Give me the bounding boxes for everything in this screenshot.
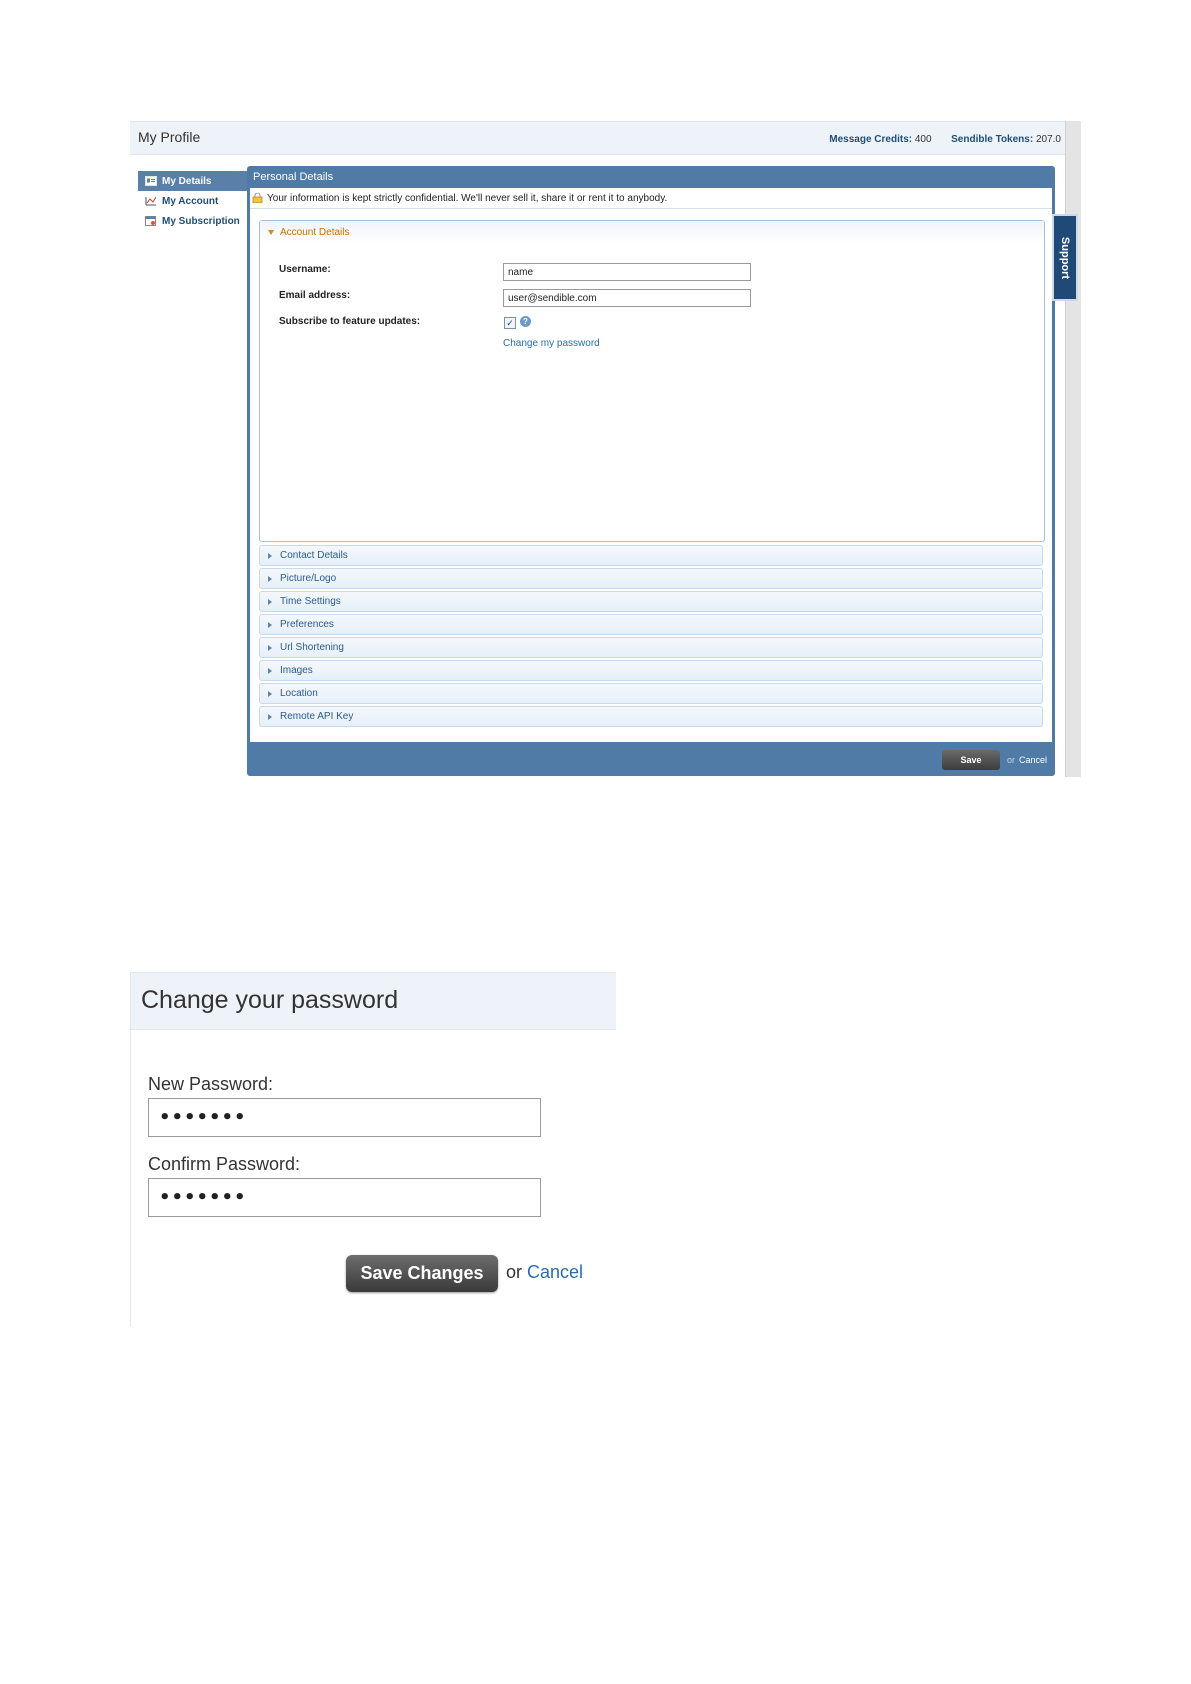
sidebar-item-label: My Subscription [162,215,240,227]
collapsed-arrow-icon [268,599,272,605]
section-label: Images [280,665,313,676]
username-label: Username: [279,264,331,275]
sidebar-item-my-details[interactable] [138,171,252,191]
section-preferences[interactable] [259,614,1043,635]
collapsed-arrow-icon [268,714,272,720]
change-password-link[interactable]: Change my password [503,338,600,349]
section-label: Picture/Logo [280,573,337,584]
sidebar-item-my-subscription[interactable] [138,211,252,231]
new-password-input[interactable]: ••••••• [148,1098,541,1137]
sidebar-item-label: My Account [162,195,219,207]
cancel-link[interactable]: Cancel [527,1262,584,1282]
save-changes-button[interactable]: Save Changes [346,1255,498,1292]
expanded-arrow-icon [268,230,274,235]
calendar-icon [145,216,157,226]
confirm-password-input[interactable]: ••••••• [148,1178,541,1217]
help-icon[interactable]: ? [520,316,531,327]
section-url-shortening[interactable] [259,637,1043,658]
section-contact-details[interactable] [259,545,1043,566]
sendible-tokens-value: 207.0 [1035,134,1061,145]
privacy-notice [250,188,1052,209]
section-label: Remote API Key [280,711,354,722]
sidebar-item-my-account[interactable] [138,191,252,211]
profile-sidebar [138,171,252,231]
credits-info [829,134,1061,145]
subscribe-checkbox[interactable]: ✓ [504,317,516,329]
privacy-notice-text: Your information is kept strictly confidential. We'll never sell it, share it or rent it to anybody. [267,192,668,204]
chart-icon [145,196,157,206]
sendible-tokens-label: Sendible Tokens: [951,134,1034,145]
personal-details-panel [247,166,1055,776]
collapsed-arrow-icon [268,645,272,651]
panel-title: Personal Details [253,171,334,183]
message-credits-value: 400 [914,134,932,145]
page-title: My Profile [138,129,201,145]
section-label: Time Settings [280,596,341,607]
account-details-header[interactable] [260,221,1044,243]
panel-body [250,188,1052,742]
collapsed-arrow-icon [268,622,272,628]
collapsed-arrow-icon [268,668,272,674]
support-label: Support [1059,236,1072,279]
page-title: Change your password [141,986,399,1014]
support-tab[interactable] [1052,214,1078,301]
my-profile-screenshot [130,121,1080,777]
lock-icon [252,193,263,203]
section-picture-logo[interactable] [259,568,1043,589]
section-label: Preferences [280,619,334,630]
subscribe-label: Subscribe to feature updates: [279,316,421,327]
collapsed-arrow-icon [268,691,272,697]
username-input[interactable]: name [503,263,751,281]
sidebar-item-label: My Details [162,175,212,187]
confirm-password-label: Confirm Password: [148,1154,301,1174]
email-label: Email address: [279,290,351,301]
panel-footer [247,742,1055,776]
new-password-label: New Password: [148,1074,274,1094]
section-time-settings[interactable] [259,591,1043,612]
section-images[interactable] [259,660,1043,681]
section-label: Url Shortening [280,642,344,653]
account-details-section [259,220,1045,542]
profile-header-bar [130,121,1065,155]
or-text: or [1006,755,1015,765]
save-button[interactable]: Save [942,750,1000,770]
section-remote-api-key[interactable] [259,706,1043,727]
change-password-header [131,972,616,1030]
or-text: or [506,1262,523,1282]
section-title: Account Details [280,226,350,238]
message-credits-label: Message Credits: [829,134,913,145]
cancel-link[interactable]: Cancel [1018,755,1047,765]
collapsed-arrow-icon [268,576,272,582]
collapsed-arrow-icon [268,553,272,559]
section-label: Location [280,688,318,699]
id-card-icon [145,176,157,186]
email-input[interactable]: user@sendible.com [503,289,751,307]
section-location[interactable] [259,683,1043,704]
change-password-screenshot [130,972,616,1327]
section-label: Contact Details [280,550,348,561]
